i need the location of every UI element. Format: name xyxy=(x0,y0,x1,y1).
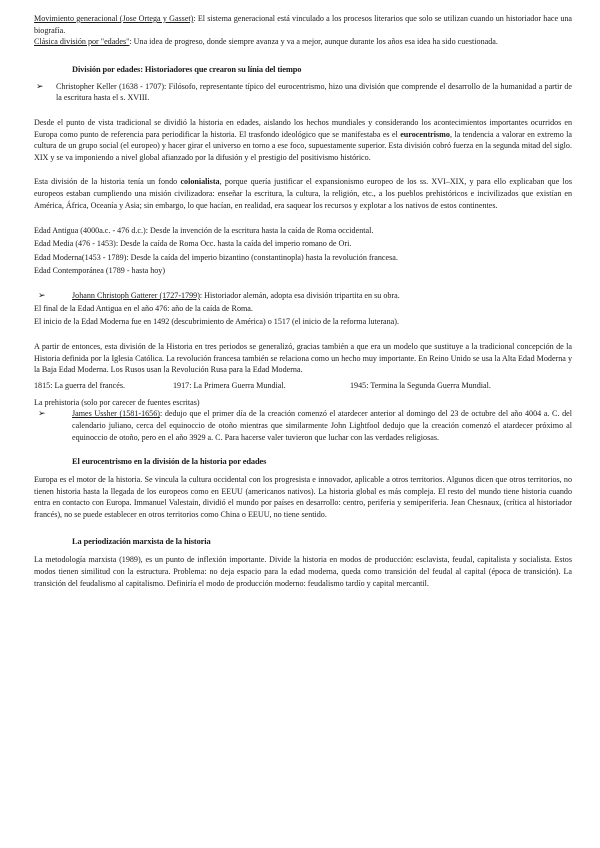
gatterer-name: Johann Christoph Gatterer (1727-1799) xyxy=(72,290,200,300)
age-item: Edad Contemporánea (1789 - hasta hoy) xyxy=(34,265,166,275)
gatterer-line: El inicio de la Edad Moderna fue en 1492 (descubrimiento de América) o 1517 (el inicio de la reforma luterana). xyxy=(34,316,399,326)
event-item: 1945: Termina la Segunda Guerra Mundial. xyxy=(350,380,491,390)
bullet-keller-text: Christopher Keller (1638 - 1707): Filósofo, representante típico del eurocentrismo, hizo una división que comprende el desarrollo de la humanidad a partir de la escritura hasta el s. XVIII. xyxy=(56,81,572,103)
term-colonialista: colonialista xyxy=(180,177,220,187)
section-title-eurocentrism: El eurocentrismo en la división de la historia por edades xyxy=(72,457,267,467)
intro-text-generational: : El sistema generacional está vinculado a los procesos literarios que solo se utilizan cuando un historiador hace una biografía. xyxy=(34,14,573,35)
bullet-gatterer xyxy=(34,290,572,302)
intro-term-ages: Clásica división por "edades" xyxy=(34,37,130,47)
event-item: 1815: La guerra del francés. xyxy=(34,380,126,390)
paragraph-marxist: La metodología marxista (1989), es un punto de inflexión importante. Divide la historia en modos de producción: esclavista, feudal, capitalista y socialista. Estos modos tienen similitud con la estructura. Problema: no deja espacio para la edad moderna, queda como transición del feudal al capital (época de transición). La transición del feudalismo al capitalismo. Definiría el modo de producción moderno: feudalismo tardío y capital mercantil. xyxy=(34,555,572,588)
arrow-bullet-icon: ➢ xyxy=(38,408,46,419)
bullet-ussher xyxy=(34,408,572,443)
term-eurocentrismo: eurocentrismo xyxy=(400,129,450,139)
paragraph-colonialist: Esta división de la historia tenía un fondo colonialista, porque quería justificar el expansionismo europeo de los ss. XVI–XIX, y para ello explicaban que los europeos estaban cumpliendo una misión civilizadora: enseñar la escritura, la cultura, la religión, etc., a los pueblos prehistóricos e incivilizados que existían en América, África, Oceanía y Asia; sin embargo, lo que hacían, en realidad, era saquear los recursos y explotar a los nativos de estos continentes. xyxy=(34,177,572,210)
age-item: Edad Media (476 - 1453): Desde la caída de Roma Occ. hasta la caída del imperio romano de Ori. xyxy=(34,239,352,249)
ussher-text: : dedujo que el primer día de la creación comenzó el atardecer anterior al domingo del 23 de octubre del año 4004 a. C. del calendario juliano, cerca del equinoccio de otoño mientras que similarmente John Lightfool dedujo que la creación comenzó el atardecer próximo al equinoccio de otoño, pero en el año 3929 a. C. Para hacerse valer tuvieron que luchar con las verdades religiosas. xyxy=(72,409,572,442)
prehistory-line: La prehistoria (solo por carecer de fuentes escritas) xyxy=(34,397,200,407)
intro-text-ages: : Una idea de progreso, donde siempre avanza y va a mejor, aunque durante los años esa idea ha sido cuestionada. xyxy=(129,37,498,47)
paragraph-eurocentrism-division: Europa es el motor de la historia. Se vincula la cultura occidental con los progresista e innovador, aplicable a otros territorios. Algunos dicen que otros territorios, no tienen historia hasta la llegada de los europeos como en EEUU (americanos nativos). La historia global es más compleja. El resto del mundo tiene historia cuando entra en contacto con Europa. Immanuel Valestain, dividió el mundo por países en desarrollo: centro, periferia y semiperiferia. Jean Chesnaux, (crítica al historiador francés), no se puede establecer en otros territorios como China o EEUU, no tiene sentido. xyxy=(34,475,572,519)
arrow-bullet-icon: ➢ xyxy=(36,80,44,91)
age-item: Edad Moderna(1453 - 1789): Desde la caída del imperio bizantino (constantinopla) hasta la revolución francesa. xyxy=(34,252,398,262)
paragraph-generalization: A partir de entonces, esta división de la Historia en tres periodos se generalizó, gracias también a que era un modelo que sustituye a la tradicional concepción de la Historia definida por la Iglesia Católica. La revolución francesa también se relaciona como un hecho muy importante. En Reino Unido se usa la Alta Edad Moderna y la Baja Edad Moderna. Los Rusos usan la Revolución Rusa para la Edad Moderna. xyxy=(34,341,572,375)
age-item: Edad Antigua (4000a.c. - 476 d.c.): Desde la invención de la escritura hasta la caída de Roma occidental. xyxy=(34,226,374,236)
gatterer-details xyxy=(34,302,572,328)
ussher-name: James Ussher (1581-1656) xyxy=(72,409,160,419)
events-row xyxy=(34,380,572,392)
gatterer-text: : Historiador alemán, adopta esa división tripartita en su obra. xyxy=(199,290,400,300)
intro-term-generational: Movimiento generacional (Jose Ortega y Gasset) xyxy=(34,14,194,23)
intro-paragraph-2 xyxy=(34,36,572,48)
section-title-division-edades: División por edades: Historiadores que crearon su línia del tiempo xyxy=(72,64,302,74)
gatterer-line: El final de la Edad Antigua en el año 476: año de la caída de Roma. xyxy=(34,303,253,313)
bullet-keller xyxy=(34,81,572,104)
paragraph-eurocentrism: Desde el punto de vista tradicional se dividió la historia en edades, aislando los hechos mundiales y considerando los acontecimientos importantes ocurridos en Europa como punto de referencia para periodificar la historia. El trasfondo ideológico que se manifestaba es el eurocentrismo, la tendencia a valorar en extremo la cultura de un grupo social (el europeo) y hacer girar el universo en torno a ese foco, supuestamente superior. Esta división cobró fuerza en la segunda mitad del siglo. XIX y se va imponiendo a nivel global afianzado por la difusión y el prestigio del positivismo histórico. xyxy=(34,117,573,162)
ages-list xyxy=(34,224,572,277)
section-title-marxist: La periodización marxista de la historia xyxy=(72,537,211,547)
intro-paragraph-1 xyxy=(34,13,572,36)
event-item: 1917: La Primera Guerra Mundial. xyxy=(173,380,286,390)
arrow-bullet-icon: ➢ xyxy=(38,289,46,300)
